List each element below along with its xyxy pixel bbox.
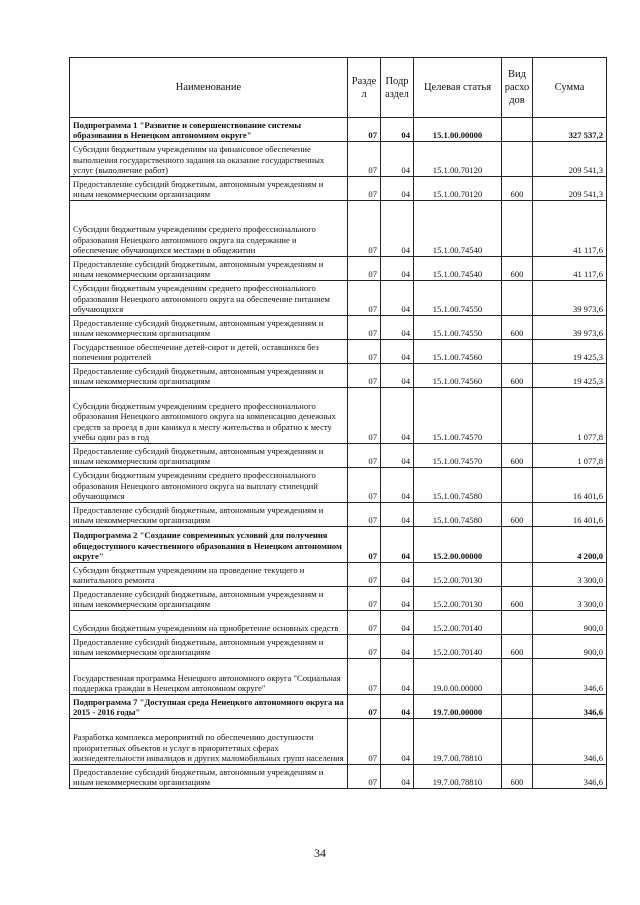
- cell-section: 07: [348, 281, 381, 316]
- cell-name: Субсидии бюджетным учреждениям среднего профессионального образования Ненецкого автономного округа на компенсацию денежных средств за проезд в дни каникул к месту жительства и обратно к месту учёбы один раз в год: [70, 388, 348, 444]
- table-row: [70, 316, 607, 340]
- table-row: [70, 695, 607, 719]
- cell-name: Субсидии бюджетным учреждениям на проведение текущего и капитального ремонта: [70, 563, 348, 587]
- cell-name: Государственное обеспечение детей-сирот и детей, оставшихся без попечения родителей: [70, 340, 348, 364]
- cell-kind: [502, 659, 533, 695]
- cell-sum: 346,6: [533, 695, 607, 719]
- cell-section: 07: [348, 316, 381, 340]
- cell-target: 15.1.00.74560: [414, 364, 502, 388]
- cell-subsection: 04: [381, 563, 414, 587]
- cell-sum: 4 200,0: [533, 527, 607, 563]
- cell-name: Предоставление субсидий бюджетным, автономным учреждениям и иным некоммерческим организациям: [70, 316, 348, 340]
- cell-sum: 3 300,0: [533, 587, 607, 611]
- cell-subsection: 04: [381, 659, 414, 695]
- cell-name: Субсидии бюджетным учреждениям на финансовое обеспечение выполнения государственного задания на оказание государственных услуг (выполнение работ): [70, 142, 348, 177]
- cell-subsection: 04: [381, 468, 414, 503]
- header-subsection: Подр аздел: [381, 58, 414, 118]
- cell-section: 07: [348, 201, 381, 257]
- cell-section: 07: [348, 719, 381, 765]
- cell-section: 07: [348, 563, 381, 587]
- table-row: [70, 563, 607, 587]
- cell-target: 15.1.00.74540: [414, 257, 502, 281]
- cell-subsection: 04: [381, 635, 414, 659]
- table-row: [70, 468, 607, 503]
- budget-table: [69, 57, 607, 789]
- cell-target: 15.2.00.70130: [414, 587, 502, 611]
- cell-sum: 39 973,6: [533, 281, 607, 316]
- cell-sum: 1 077,8: [533, 388, 607, 444]
- cell-section: 07: [348, 142, 381, 177]
- cell-subsection: 04: [381, 611, 414, 635]
- table-row: [70, 388, 607, 444]
- table-row: [70, 364, 607, 388]
- table-row: [70, 611, 607, 635]
- cell-sum: 900,0: [533, 635, 607, 659]
- cell-target: 15.1.00.74580: [414, 503, 502, 527]
- cell-kind: [502, 388, 533, 444]
- cell-subsection: 04: [381, 257, 414, 281]
- cell-subsection: 04: [381, 364, 414, 388]
- cell-sum: 1 077,8: [533, 444, 607, 468]
- cell-target: 15.2.00.70140: [414, 611, 502, 635]
- cell-name: Субсидии бюджетным учреждениям среднего профессионального образования Ненецкого автономного округа на обеспечение питанием обучающихся: [70, 281, 348, 316]
- cell-sum: 209 541,3: [533, 177, 607, 201]
- cell-subsection: 04: [381, 527, 414, 563]
- table-row: [70, 527, 607, 563]
- cell-section: 07: [348, 177, 381, 201]
- cell-section: 07: [348, 257, 381, 281]
- cell-sum: 41 117,6: [533, 257, 607, 281]
- cell-target: 15.2.00.70140: [414, 635, 502, 659]
- header-sum: Сумма: [533, 58, 607, 118]
- cell-sum: 3 300,0: [533, 563, 607, 587]
- cell-target: 15.1.00.74540: [414, 201, 502, 257]
- cell-kind: 600: [502, 364, 533, 388]
- table-row: [70, 281, 607, 316]
- table-row: [70, 257, 607, 281]
- cell-sum: 346,6: [533, 719, 607, 765]
- cell-kind: 600: [502, 765, 533, 789]
- cell-kind: 600: [502, 316, 533, 340]
- cell-section: 07: [348, 659, 381, 695]
- cell-section: 07: [348, 444, 381, 468]
- table-row: [70, 177, 607, 201]
- cell-sum: 209 541,3: [533, 142, 607, 177]
- cell-sum: 16 401,6: [533, 503, 607, 527]
- header-target: Целевая статья: [414, 58, 502, 118]
- table-row: [70, 118, 607, 142]
- cell-subsection: 04: [381, 201, 414, 257]
- cell-name: Разработка комплекса мероприятий по обеспечению доступности приоритетных объектов и услуг в приоритетных сферах жизнедеятельности инвалидов и других маломобильных групп населения: [70, 719, 348, 765]
- cell-kind: [502, 281, 533, 316]
- cell-section: 07: [348, 695, 381, 719]
- cell-target: 15.1.00.74560: [414, 340, 502, 364]
- table-row: [70, 340, 607, 364]
- table-row: [70, 142, 607, 177]
- cell-subsection: 04: [381, 587, 414, 611]
- cell-sum: 346,6: [533, 659, 607, 695]
- cell-kind: [502, 118, 533, 142]
- header-kind: Вид расхо дов: [502, 58, 533, 118]
- cell-target: 15.2.00.70130: [414, 563, 502, 587]
- cell-section: 07: [348, 503, 381, 527]
- cell-name: Предоставление субсидий бюджетным, автономным учреждениям и иным некоммерческим организациям: [70, 177, 348, 201]
- cell-name: Предоставление субсидий бюджетным, автономным учреждениям и иным некоммерческим организациям: [70, 364, 348, 388]
- cell-name: Субсидии бюджетным учреждениям среднего профессионального образования Ненецкого автономного округа на содержание и обеспечение обучающихся местами в общежитии: [70, 201, 348, 257]
- table-header-row: [70, 58, 607, 118]
- cell-subsection: 04: [381, 340, 414, 364]
- cell-subsection: 04: [381, 503, 414, 527]
- cell-section: 07: [348, 388, 381, 444]
- cell-kind: [502, 201, 533, 257]
- cell-name: Государственная программа Ненецкого автономного округа "Социальная поддержка граждан в Ненецком автономном округе": [70, 659, 348, 695]
- cell-sum: 39 973,6: [533, 316, 607, 340]
- cell-name: Подпрограмма 2 "Создание современных условий для получения общедоступного качественного образования в Ненецком автономном округе": [70, 527, 348, 563]
- cell-sum: 41 117,6: [533, 201, 607, 257]
- table-row: [70, 635, 607, 659]
- cell-sum: 327 537,2: [533, 118, 607, 142]
- cell-subsection: 04: [381, 695, 414, 719]
- cell-target: 15.1.00.70120: [414, 177, 502, 201]
- cell-section: 07: [348, 611, 381, 635]
- cell-kind: [502, 719, 533, 765]
- cell-kind: [502, 340, 533, 364]
- cell-target: 15.1.00.74570: [414, 444, 502, 468]
- cell-name: Подпрограмма 7 "Доступная среда Ненецкого автономного округа на 2015 - 2016 годы": [70, 695, 348, 719]
- table-row: [70, 587, 607, 611]
- cell-subsection: 04: [381, 281, 414, 316]
- cell-section: 07: [348, 468, 381, 503]
- cell-section: 07: [348, 587, 381, 611]
- cell-target: 15.1.00.70120: [414, 142, 502, 177]
- cell-section: 07: [348, 364, 381, 388]
- cell-subsection: 04: [381, 118, 414, 142]
- cell-sum: 16 401,6: [533, 468, 607, 503]
- cell-name: Предоставление субсидий бюджетным, автономным учреждениям и иным некоммерческим организациям: [70, 635, 348, 659]
- page-number: 34: [314, 846, 326, 860]
- cell-subsection: 04: [381, 719, 414, 765]
- cell-subsection: 04: [381, 765, 414, 789]
- cell-subsection: 04: [381, 444, 414, 468]
- cell-section: 07: [348, 635, 381, 659]
- cell-name: Субсидии бюджетным учреждениям на приобретение основных средств: [70, 611, 348, 635]
- cell-subsection: 04: [381, 316, 414, 340]
- cell-target: 19.7.00.78810: [414, 719, 502, 765]
- table-row: [70, 201, 607, 257]
- cell-target: 15.1.00.74570: [414, 388, 502, 444]
- header-section: Разде л: [348, 58, 381, 118]
- cell-kind: 600: [502, 635, 533, 659]
- cell-sum: 900,0: [533, 611, 607, 635]
- cell-name: Предоставление субсидий бюджетным, автономным учреждениям и иным некоммерческим организациям: [70, 257, 348, 281]
- table-row: [70, 503, 607, 527]
- cell-section: 07: [348, 118, 381, 142]
- cell-name: Предоставление субсидий бюджетным, автономным учреждениям и иным некоммерческим организациям: [70, 587, 348, 611]
- cell-kind: 600: [502, 503, 533, 527]
- table-row: [70, 444, 607, 468]
- cell-kind: 600: [502, 444, 533, 468]
- cell-target: 19.0.00.00000: [414, 659, 502, 695]
- cell-subsection: 04: [381, 142, 414, 177]
- cell-kind: 600: [502, 257, 533, 281]
- cell-target: 15.2.00.00000: [414, 527, 502, 563]
- cell-section: 07: [348, 765, 381, 789]
- cell-sum: 19 425,3: [533, 364, 607, 388]
- cell-sum: 19 425,3: [533, 340, 607, 364]
- cell-section: 07: [348, 527, 381, 563]
- cell-target: 19.7.00.78810: [414, 765, 502, 789]
- cell-kind: [502, 563, 533, 587]
- cell-name: Подпрограмма 1 "Развитие и совершенствование системы образования в Ненецком автономном округе": [70, 118, 348, 142]
- cell-subsection: 04: [381, 177, 414, 201]
- cell-name: Предоставление субсидий бюджетным, автономным учреждениям и иным некоммерческим организациям: [70, 444, 348, 468]
- table-row: [70, 659, 607, 695]
- table-body: [70, 118, 607, 789]
- header-name: Наименование: [70, 58, 348, 118]
- cell-kind: 600: [502, 587, 533, 611]
- table-row: [70, 765, 607, 789]
- cell-kind: [502, 611, 533, 635]
- cell-target: 19.7.00.00000: [414, 695, 502, 719]
- cell-name: Предоставление субсидий бюджетным, автономным учреждениям и иным некоммерческим организациям: [70, 765, 348, 789]
- cell-target: 15.1.00.74550: [414, 316, 502, 340]
- cell-name: Субсидии бюджетным учреждениям среднего профессионального образования Ненецкого автономного округа на выплату стипендий обучающимся: [70, 468, 348, 503]
- cell-name: Предоставление субсидий бюджетным, автономным учреждениям и иным некоммерческим организациям: [70, 503, 348, 527]
- cell-target: 15.1.00.74580: [414, 468, 502, 503]
- cell-kind: [502, 695, 533, 719]
- cell-kind: [502, 142, 533, 177]
- table-row: [70, 719, 607, 765]
- cell-target: 15.1.00.00000: [414, 118, 502, 142]
- cell-kind: [502, 527, 533, 563]
- cell-section: 07: [348, 340, 381, 364]
- cell-target: 15.1.00.74550: [414, 281, 502, 316]
- cell-kind: [502, 468, 533, 503]
- cell-subsection: 04: [381, 388, 414, 444]
- cell-sum: 346,6: [533, 765, 607, 789]
- cell-kind: 600: [502, 177, 533, 201]
